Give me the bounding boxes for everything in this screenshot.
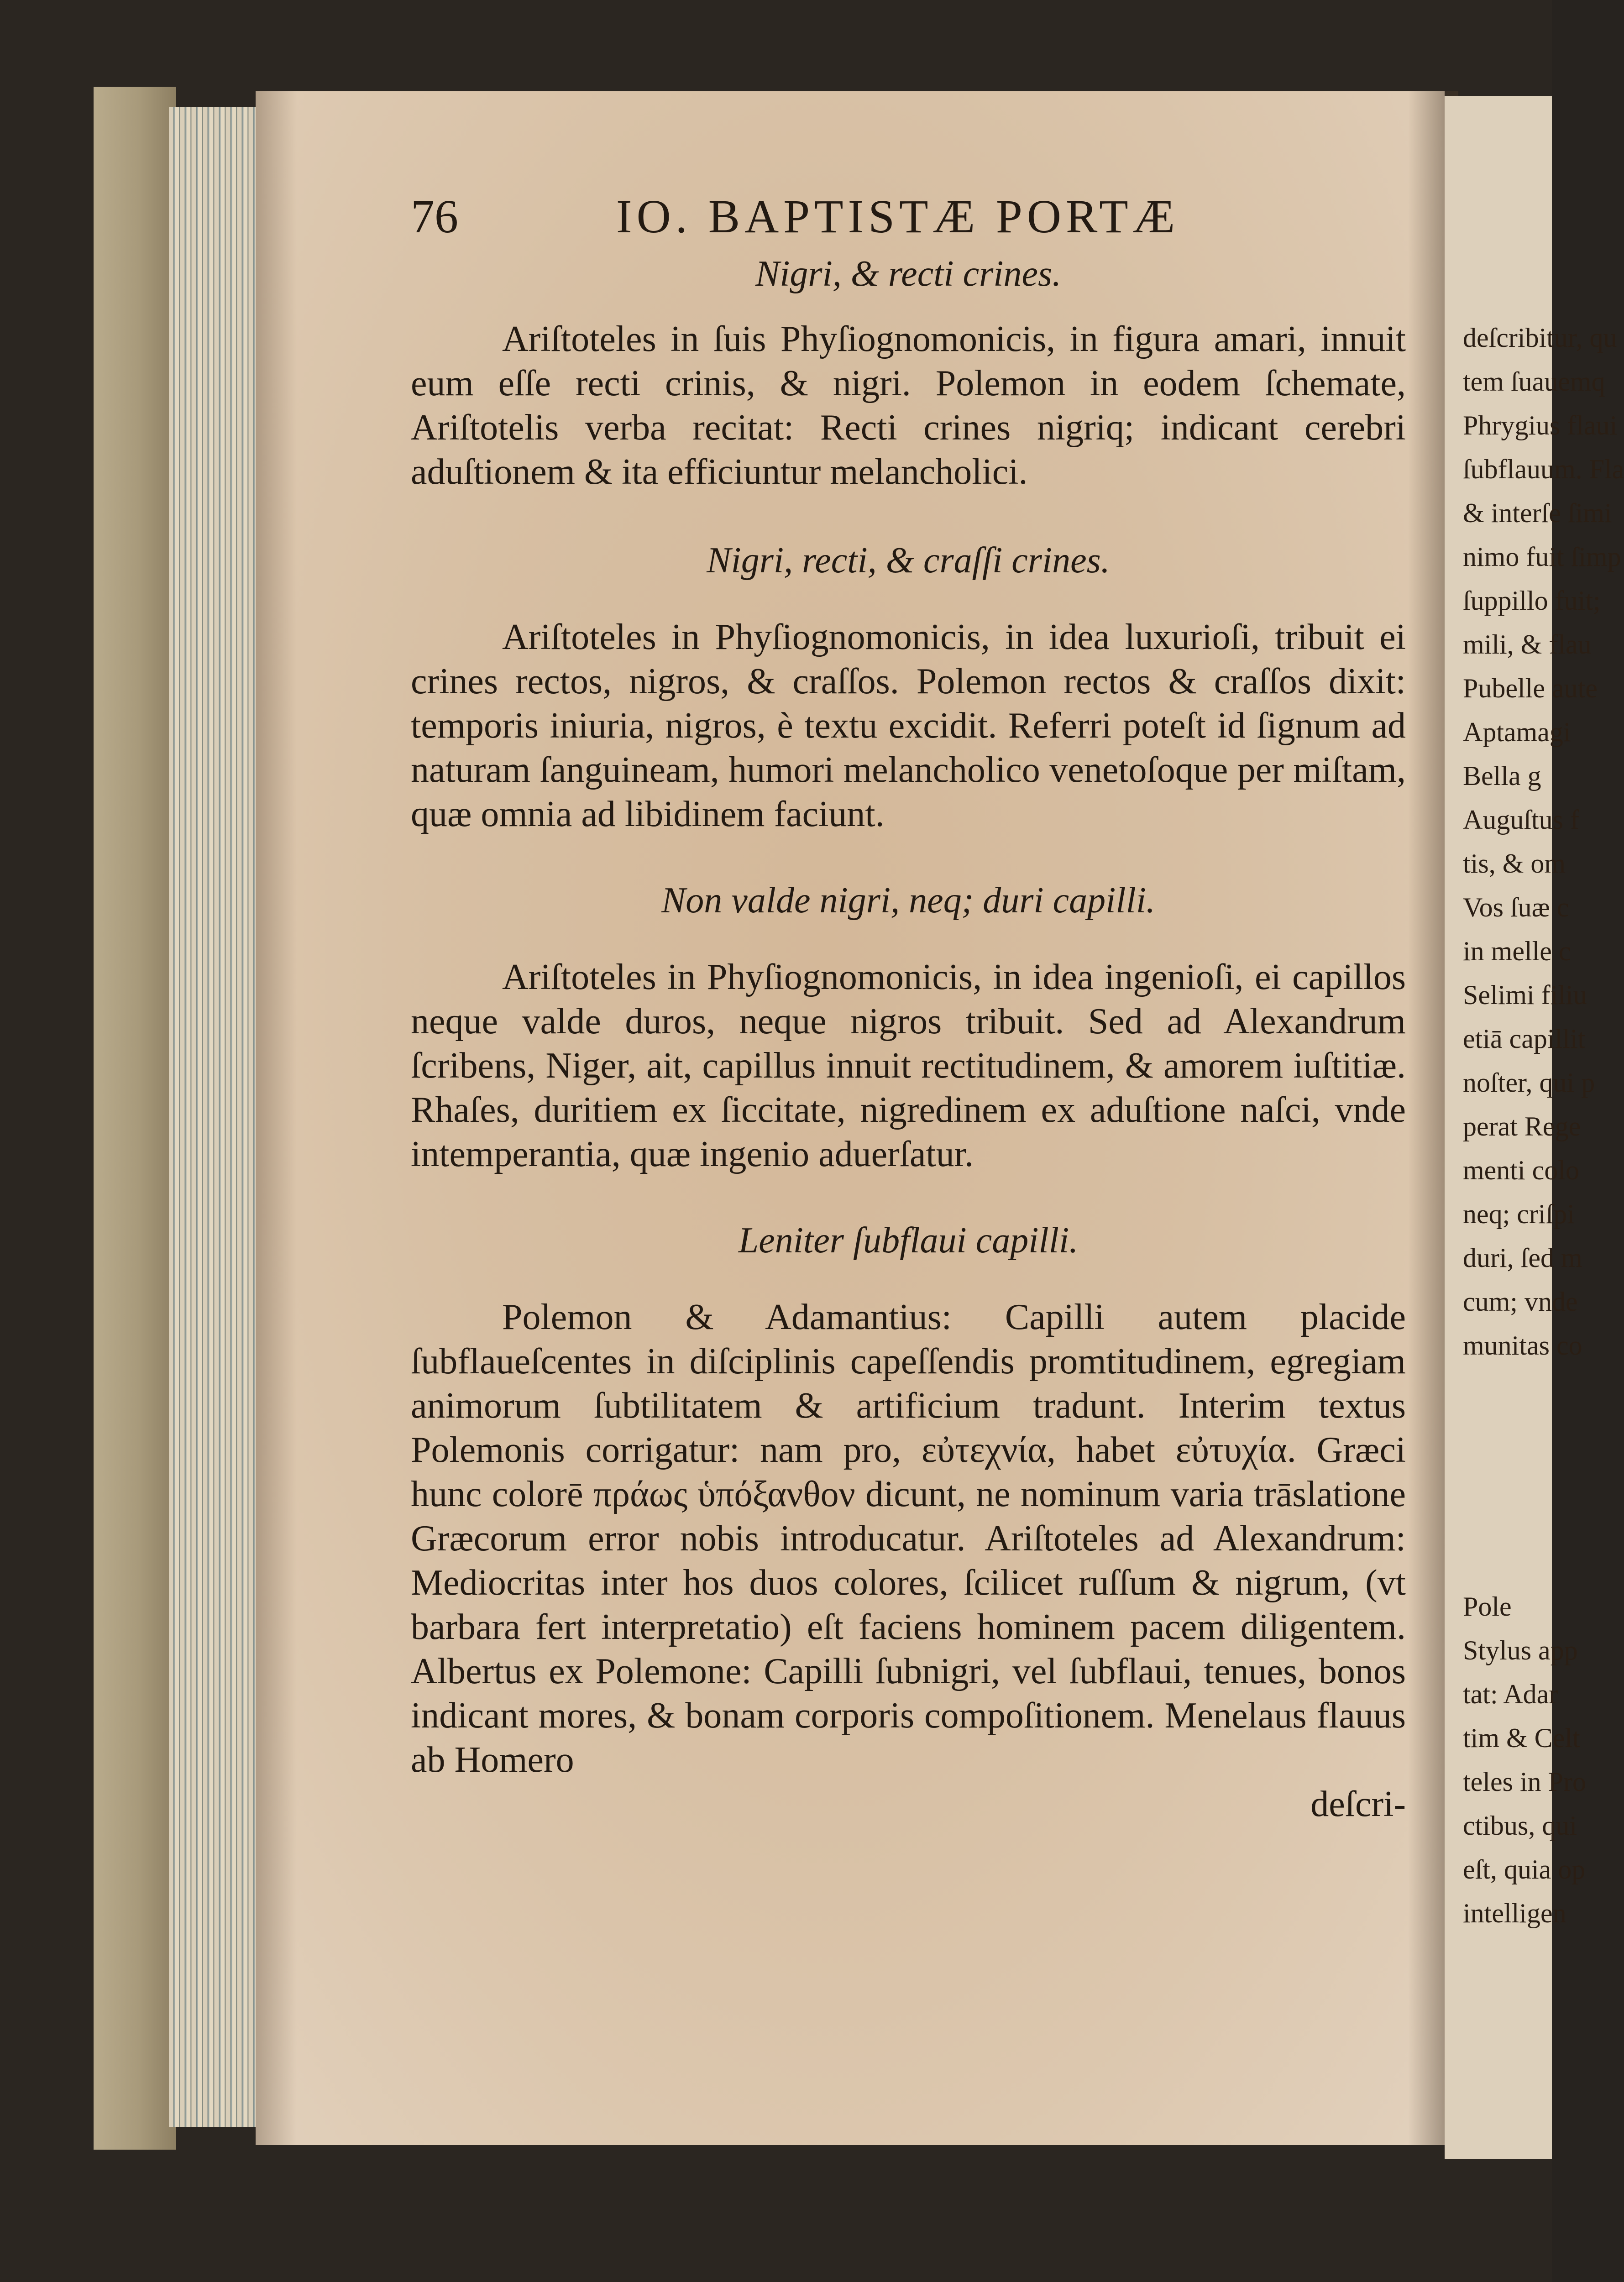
- running-head: [411, 183, 1406, 251]
- facing-page-line: nimo fuit ſimp: [1463, 542, 1621, 572]
- section-paragraph: Polemon & Adamantius: Capilli autem placide ſubflaueſcentes in diſciplinis capeſſendis promtitudinem, egregiam animorum ſubtilitatem & artificium tradunt. Interim textus Polemonis corrigatur: nam pro, εὐτεχνία, habet εὐτυχία. Græci hunc colorē πράως ὑπόξανθον dicunt, ne nominum varia trāslatione Græcorum error nobis introducatur. Ariſtoteles ad Alexandrum: Mediocritas inter hos duos colores, ſcilicet ruſſum & nigrum, (vt barbara fert interpretatio) eſt faciens hominem pacem diligentem. Albertus ex Polemone: Capilli ſubnigri, vel ſubflaui, tenues, bonos indicant mores, & bonam corporis compoſitionem. Menelaus flauus ab Homero: [411, 1297, 1406, 1780]
- facing-page-line: cum; vnde: [1463, 1287, 1578, 1317]
- facing-page-line: Auguſtus f: [1463, 805, 1579, 835]
- facing-page-line: tim & Celt: [1463, 1723, 1580, 1753]
- section-1: [411, 251, 1406, 494]
- facing-page-line: tem ſuauemq: [1463, 366, 1605, 397]
- facing-page-line: Vos ſuæ c: [1463, 892, 1569, 922]
- catchword: deſcri-: [1310, 1784, 1406, 1824]
- section-heading: Nigri, & recti crines.: [755, 254, 1062, 294]
- facing-page-line: in melle c: [1463, 936, 1571, 966]
- section-heading: Nigri, recti, & craſſi crines.: [707, 540, 1110, 581]
- facing-page-line: Pole: [1463, 1591, 1512, 1622]
- section-3: [411, 878, 1406, 1177]
- section-4: [411, 1218, 1406, 1782]
- page-number: 76: [411, 190, 458, 243]
- facing-page: [1445, 96, 1624, 2159]
- page-text: [411, 183, 1406, 1827]
- facing-page-line: Stylus app: [1463, 1635, 1578, 1665]
- section-paragraph: Ariſtoteles in Phyſiognomonicis, in idea luxurioſi, tribuit ei crines rectos, nigros, & craſſos. Polemon rectos & craſſos dixit: temporis iniuria, nigros, è textu excidit. Referri poteſt id ſignum ad naturam ſanguineam, humori melancholico venetoſoque per miſtam, quæ omnia ad libidinem faciunt.: [411, 617, 1406, 834]
- facing-page-line: Bella g: [1463, 761, 1541, 791]
- facing-page-line: etiā capillit: [1463, 1024, 1586, 1054]
- facing-page-line: teles in Pro: [1463, 1767, 1586, 1797]
- facing-page-line: duri, ſed m: [1463, 1243, 1582, 1273]
- section-2: [411, 538, 1406, 837]
- book-cover-edge: [94, 87, 176, 2150]
- facing-page-line: noſter, qui p: [1463, 1068, 1595, 1098]
- facing-page-line: ctibus, qui: [1463, 1811, 1577, 1841]
- facing-page-line: ſubflauum. Fla: [1463, 454, 1624, 484]
- section-heading: Leniter ſubflaui capilli.: [738, 1220, 1079, 1261]
- page-shadow: [256, 91, 297, 2145]
- page-edges: [169, 107, 267, 2127]
- section-paragraph: Ariſtoteles in ſuis Phyſiognomonicis, in figura amari, innuit eum eſſe recti crinis, & nigri. Polemon in eodem ſchemate, Ariſtotelis verba recitat: Recti crines nigriq; indicant cerebri aduſtionem & ita efficiuntur melancholici.: [411, 319, 1406, 492]
- facing-page-line: deſcribitur, qu: [1463, 323, 1617, 353]
- facing-page-line: Phrygius flaui: [1463, 410, 1618, 440]
- facing-page-line: ſuppillo fuit;: [1463, 586, 1601, 616]
- facing-page-line: perat Rege: [1463, 1111, 1581, 1141]
- facing-page-line: menti colo: [1463, 1155, 1579, 1185]
- facing-page-line: munitas co: [1463, 1330, 1582, 1361]
- facing-page-line: neq; criſpi: [1463, 1199, 1575, 1229]
- facing-page-line: Aptamagi: [1463, 717, 1571, 747]
- facing-page-line: Pubelle aute: [1463, 673, 1598, 703]
- facing-page-line: intelligen: [1463, 1898, 1566, 1928]
- facing-page-line: & interſe ſimi: [1463, 498, 1612, 528]
- facing-page-line: eſt, quia op: [1463, 1854, 1586, 1884]
- section-paragraph: Ariſtoteles in Phyſiognomonicis, in idea ingenioſi, ei capillos neque valde duros, neque nigros tribuit. Sed ad Alexandrum ſcribens, Niger, ait, capillus innuit rectitudinem, & amorem iuſtitiæ. Rhaſes, duritiem ex ſiccitate, nigredinem ex aduſtione naſci, vnde intemperantia, quæ ingenio aduerſatur.: [411, 957, 1406, 1174]
- running-head-title: IO. BAPTISTÆ PORTÆ: [616, 190, 1180, 243]
- section-heading: Non valde nigri, neq; duri capilli.: [661, 880, 1156, 921]
- facing-page-line: tat: Adar: [1463, 1679, 1558, 1709]
- facing-page-line: mili, & flau: [1463, 629, 1592, 659]
- facing-page-line: Selimi filiu: [1463, 980, 1587, 1010]
- facing-page-line: tis, & om: [1463, 848, 1566, 879]
